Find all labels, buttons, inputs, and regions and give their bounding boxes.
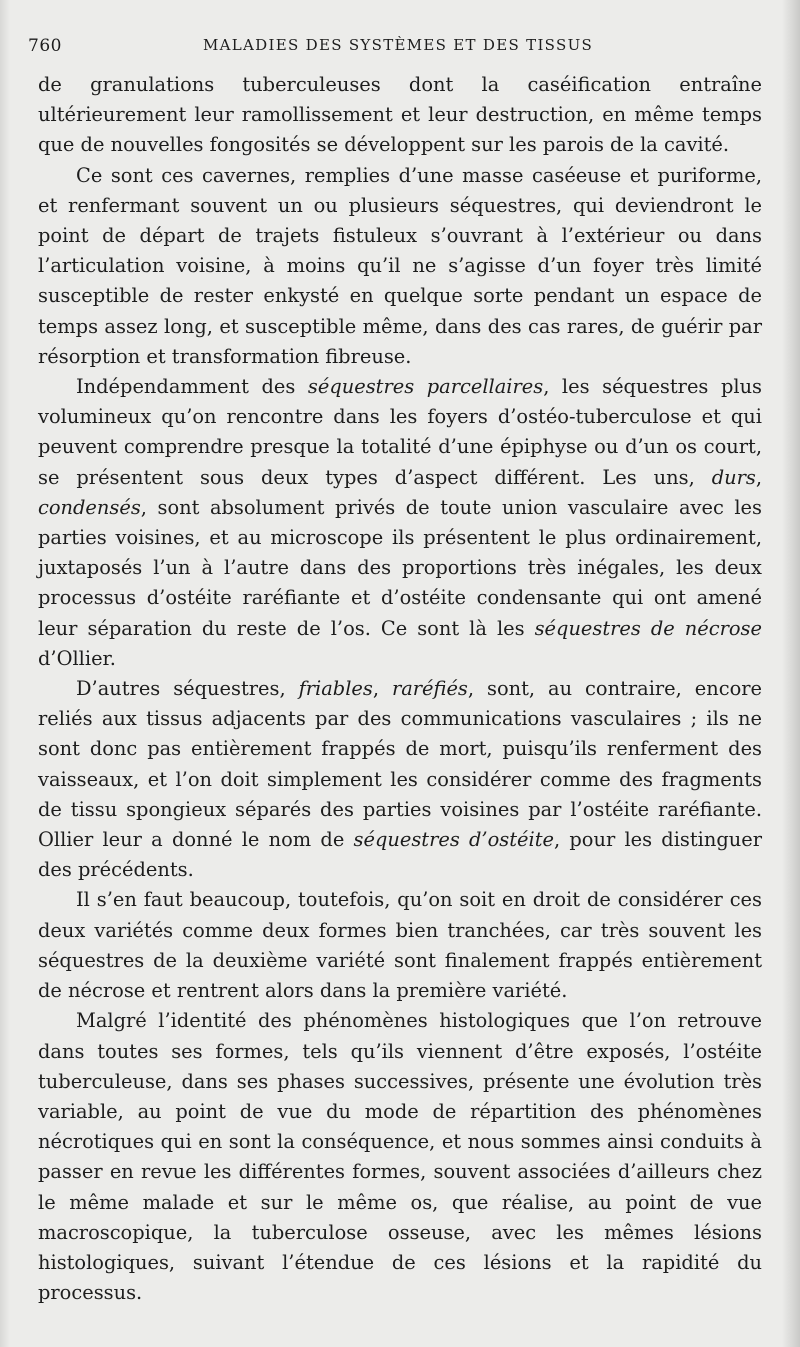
paragraph-4 [38,674,762,885]
text-run: Il s’en faut beaucoup, toutefois, qu’on soit en droit de considérer ces deux variétés comme deux formes bien tranchées, car très souvent les séquestres de la deuxième variété sont finalement frappés entièrement de nécrose et rentrent alors dans la première variété. [38,888,762,1003]
text-run: d’Ollier. [38,646,116,670]
italic-term: séquestres d’ostéite [353,828,554,852]
text-run: , [372,677,392,701]
text-run: , sont, au contraire, encore reliés aux tissus adjacents par des communications vasculaires ; ils ne sont donc pas entièrement frappés de mort, puisqu’ils renferment des vaisseaux, et l’on doit simplement les considérer comme des fragments de tissu spongieux séparés des parties voisines par l’ostéite raréfiante. Ollier leur a donné le nom de [38,677,763,852]
paragraph-1 [38,70,762,161]
text-run: D’autres séquestres, [76,677,299,701]
text-run: Ce sont ces cavernes, remplies d’une masse caséeuse et puriforme, et renfermant souvent un ou plusieurs séquestres, qui deviendront le point de départ de trajets fistuleux s’ouvrant à l’extérieur ou dans l’articulation voisine, à moins qu’il ne s’agisse d’un foyer très limité susceptible de rester enkysté en quelque sorte pendant un espace de temps assez long, et susceptible même, dans des cas rares, de guérir par résorption et transformation fibreuse. [38,163,762,368]
italic-term: friables [298,677,373,701]
italic-term: séquestres parcellaires [307,375,544,399]
scan-edge-right [782,0,800,1347]
body-text [38,70,762,1308]
paragraph-3 [38,372,762,674]
running-title: MALADIES DES SYSTÈMES ET DES TISSUS [203,36,594,54]
paragraph-2 [38,161,762,372]
text-run: de granulations tuberculeuses dont la caséification entraîne ultérieurement leur ramollissement et leur destruction, en même temps que de nouvelles fongosités se développent sur les parois de la cavité. [38,73,762,157]
italic-term: séquestres de nécrose [534,616,762,640]
paragraph-6 [38,1006,762,1308]
text-run: Malgré l’identité des phénomènes histologiques que l’on retrouve dans toutes ses formes, tels qu’ils viennent d’être exposés, l’ostéite tuberculeuse, dans ses phases successives, présente une évolution très variable, au point de vue du mode de répartition des phénomènes nécrotiques qui en sont la conséquence, et nous sommes ainsi conduits à passer en revue les différentes formes, souvent associées d’ailleurs chez le même malade et sur le même os, que réalise, au point de vue macroscopique, la tuberculose osseuse, avec les mêmes lésions histologiques, suivant l’étendue de ces lésions et la rapidité du processus. [38,1009,762,1305]
italic-term: condensés [38,495,141,519]
text-run: , sont absolument privés de toute union vasculaire avec les parties voisines, et au microscope ils présentent le plus ordinairement, juxtaposés l’un à l’autre dans des proportions très inégales, les deux processus d’ostéite raréfiante et d’ostéite condensante qui ont amené leur séparation du reste de l’os. Ce sont là les [38,495,762,640]
italic-term: durs [711,465,756,489]
text-run: , [755,465,762,489]
text-run: , pour les distinguer des précédents. [38,828,763,882]
italic-term: raréfiés [391,677,468,701]
scan-edge-left [0,0,10,1347]
paragraph-5 [38,885,762,1006]
text-run: Indépendamment des [76,375,308,399]
running-head [28,36,774,58]
page-number: 760 [28,36,62,56]
text-run: , les séquestres plus volumineux qu’on rencontre dans les foyers d’ostéo-tuberculose et qui peuvent comprendre presque la totalité d’une épiphyse ou d’un os court, se présentent sous deux types d’aspect différent. Les uns, [38,375,763,489]
